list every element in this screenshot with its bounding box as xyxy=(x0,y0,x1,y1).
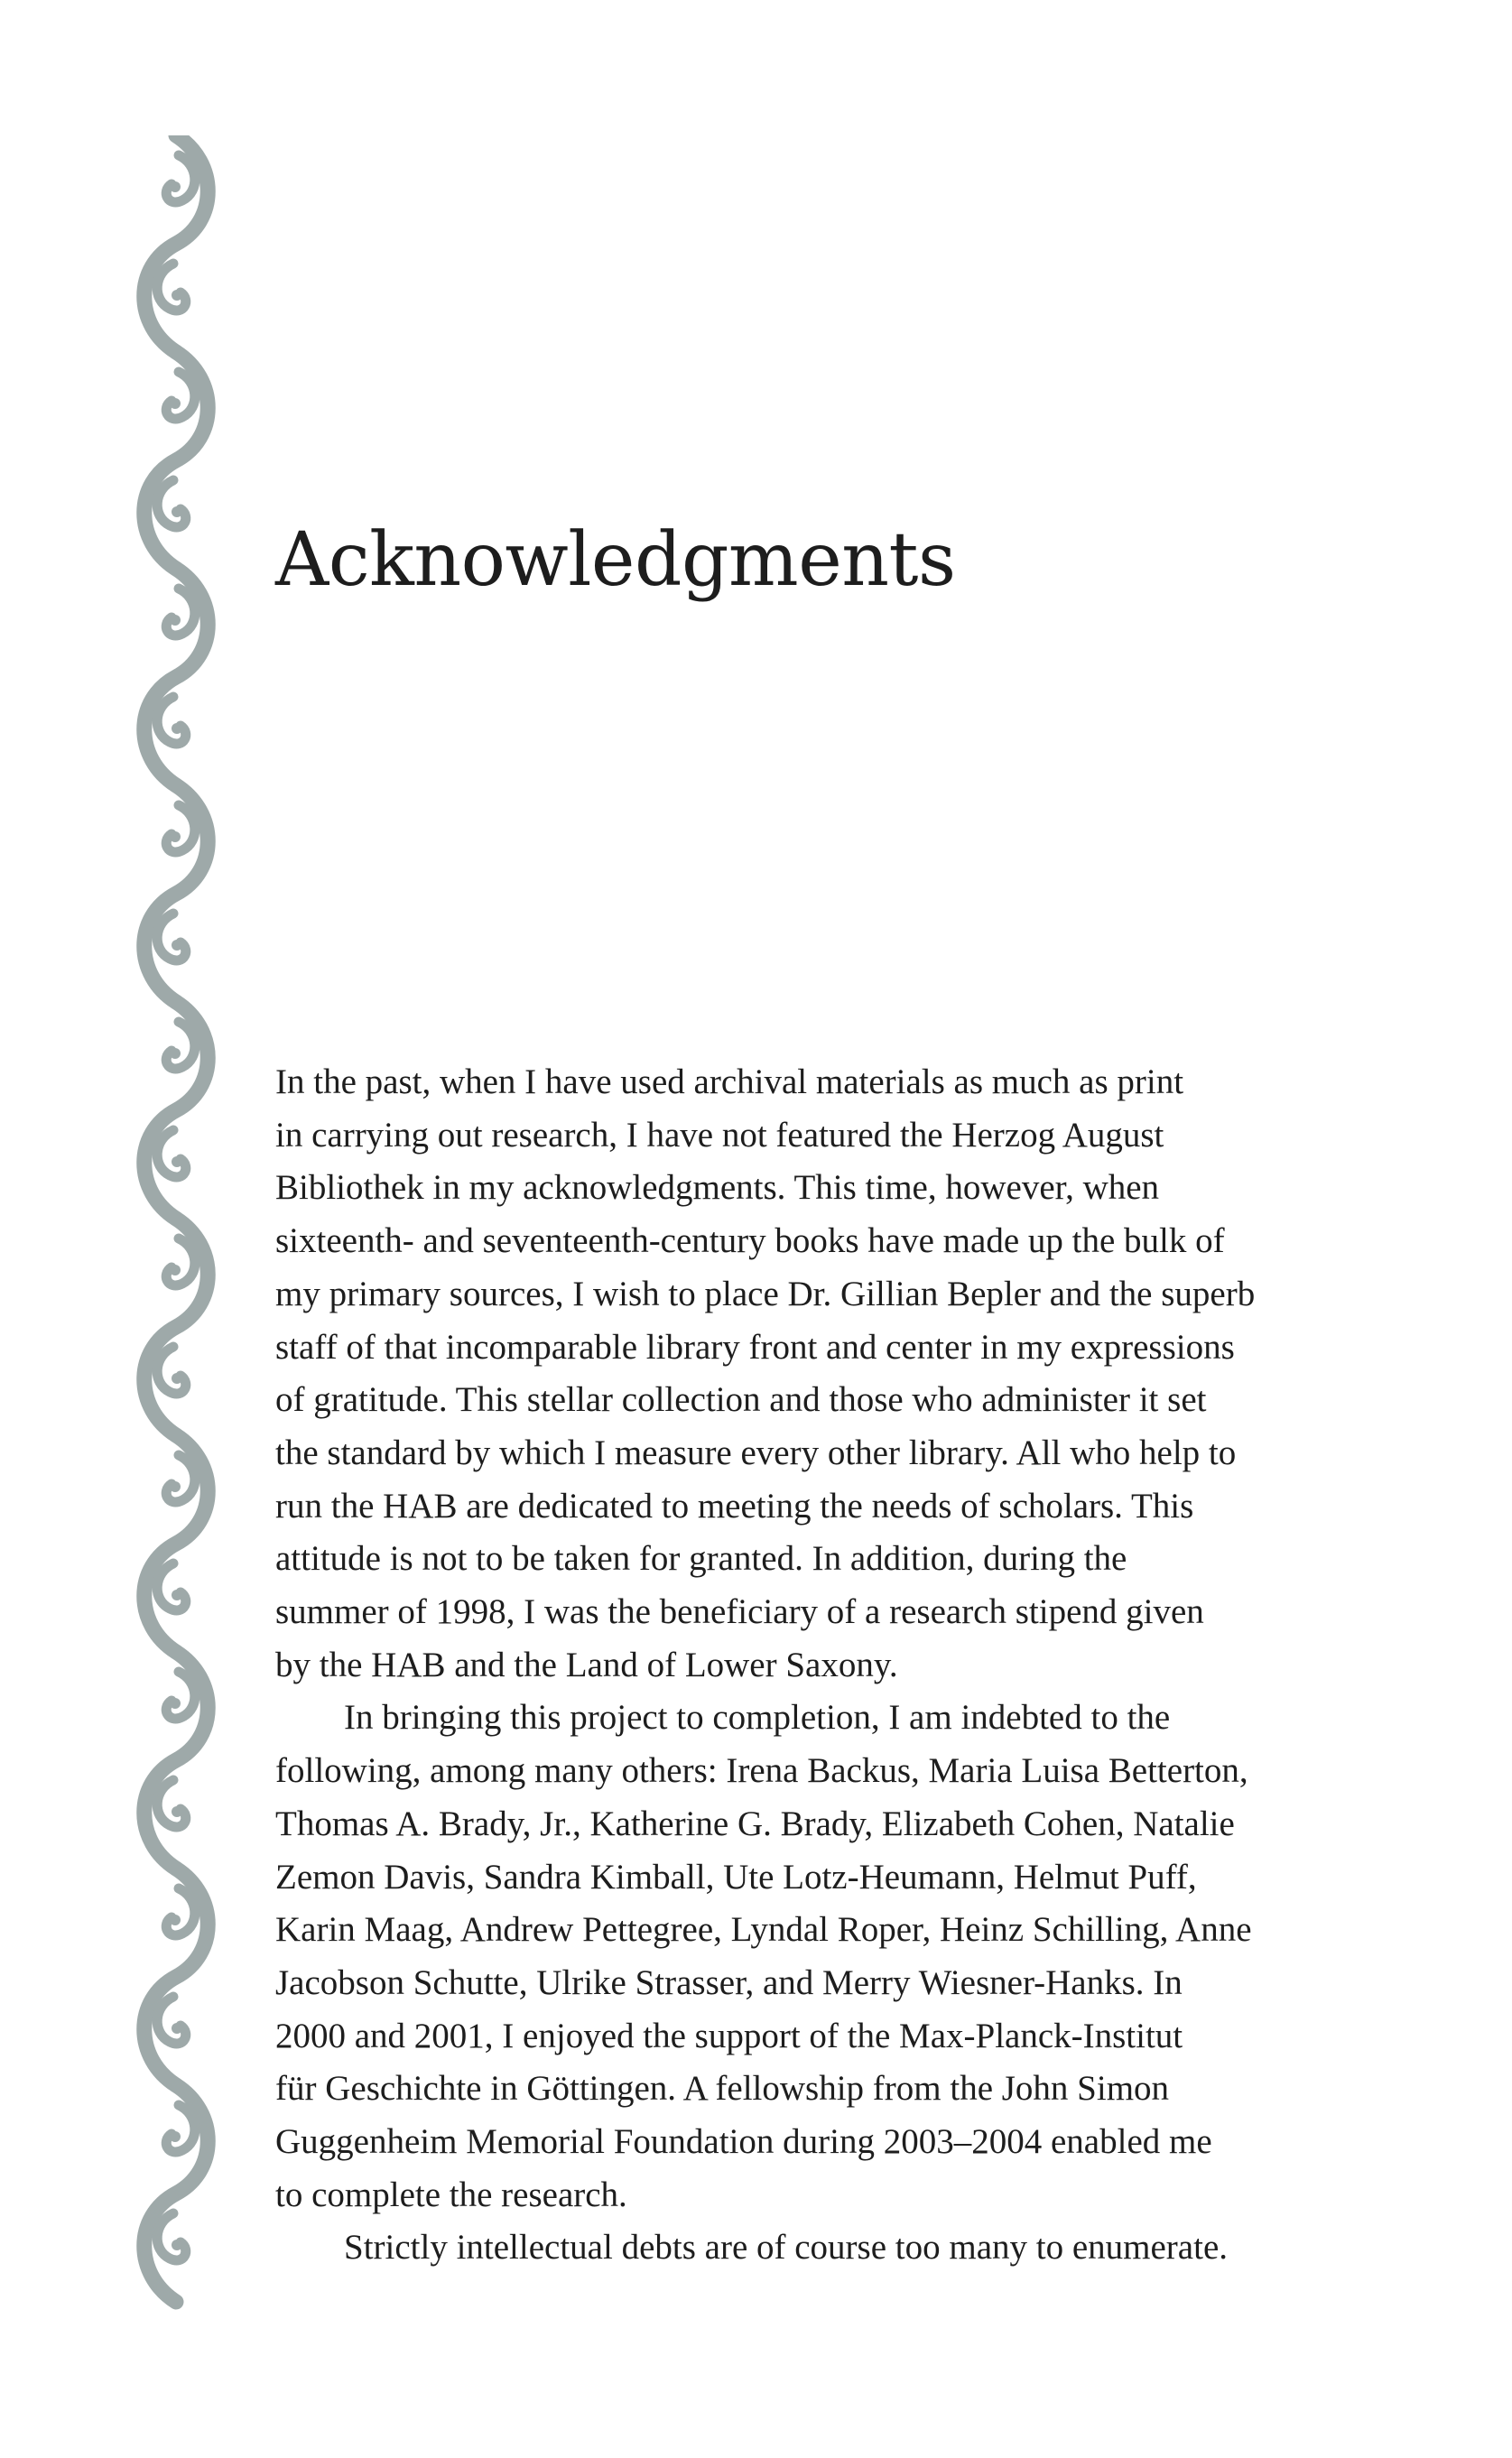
text-line: in carrying out research, I have not featured the Herzog August xyxy=(275,1115,1164,1155)
text-line: of gratitude. This stellar collection and those who administer it set xyxy=(275,1380,1207,1420)
text-line: 2000 and 2001, I enjoyed the support of the Max-Planck-Institut xyxy=(275,2016,1183,2055)
body-text xyxy=(275,1056,1395,2275)
text-line: to complete the research. xyxy=(275,2175,627,2214)
text-line: my primary sources, I wish to place Dr. Gillian Bepler and the superb xyxy=(275,1274,1256,1313)
text-line: by the HAB and the Land of Lower Saxony. xyxy=(275,1645,898,1684)
text-line: Guggenheim Memorial Foundation during 2003–2004 enabled me xyxy=(275,2122,1212,2162)
text-line: run the HAB are dedicated to meeting the needs of scholars. This xyxy=(275,1486,1194,1526)
text-line: Zemon Davis, Sandra Kimball, Ute Lotz-Heumann, Helmut Puff, xyxy=(275,1857,1197,1897)
chapter-title: Acknowledgments xyxy=(275,517,956,603)
text-line: the standard by which I measure every other library. All who help to xyxy=(275,1433,1237,1472)
paragraph-first-line: In bringing this project to completion, I am indebted to the xyxy=(344,1698,1171,1738)
text-line: Thomas A. Brady, Jr., Katherine G. Brady, Elizabeth Cohen, Natalie xyxy=(275,1804,1235,1843)
text-line: following, among many others: Irena Backus, Maria Luisa Betterton, xyxy=(275,1751,1248,1791)
paragraph-first-line: Strictly intellectual debts are of course too many to enumerate. xyxy=(344,2228,1228,2268)
text-line: summer of 1998, I was the beneficiary of a research stipend given xyxy=(275,1592,1204,1632)
text-line: Jacobson Schutte, Ulrike Strasser, and Merry Wiesner-Hanks. In xyxy=(275,1962,1183,2002)
text-line: für Geschichte in Göttingen. A fellowship from the John Simon xyxy=(275,2069,1170,2109)
text-line: Karin Maag, Andrew Pettegree, Lyndal Roper, Heinz Schilling, Anne xyxy=(275,1910,1252,1950)
text-line: In the past, when I have used archival materials as much as print xyxy=(275,1062,1184,1101)
text-line: staff of that incomparable library front and center in my expressions xyxy=(275,1327,1235,1367)
text-line: sixteenth- and seventeenth-century books have made up the bulk of xyxy=(275,1221,1225,1261)
text-line: Bibliothek in my acknowledgments. This time, however, when xyxy=(275,1168,1160,1208)
text-line: attitude is not to be taken for granted. In addition, during the xyxy=(275,1539,1127,1579)
scroll-vine-ornament-icon xyxy=(135,135,217,2320)
